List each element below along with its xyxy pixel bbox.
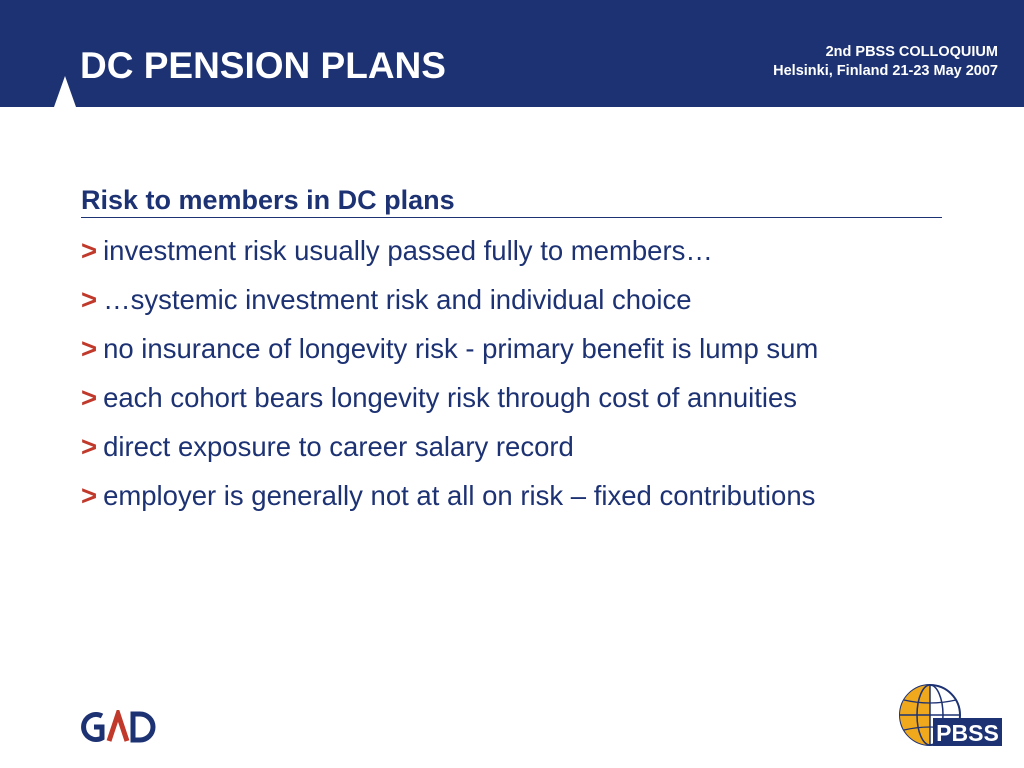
section-heading: Risk to members in DC plans — [81, 183, 942, 218]
svg-text:PBSS: PBSS — [936, 720, 999, 746]
header-notch — [54, 76, 76, 107]
bullet-text: no insurance of longevity risk - primary benefit is lump sum — [103, 333, 819, 364]
globe-icon — [896, 678, 1006, 748]
bullet-item — [81, 331, 818, 380]
bullet-text: each cohort bears longevity risk through cost of annuities — [103, 382, 798, 413]
bullet-marker: > — [81, 235, 98, 266]
bullet-item — [81, 429, 818, 478]
bullet-item — [81, 478, 818, 527]
bullet-text: investment risk usually passed fully to members… — [103, 235, 713, 266]
bullet-list — [81, 233, 818, 527]
bullet-marker: > — [81, 431, 98, 462]
bullet-marker: > — [81, 480, 98, 511]
bullet-item — [81, 380, 818, 429]
event-location-date: Helsinki, Finland 21-23 May 2007 — [773, 63, 998, 79]
bullet-text: direct exposure to career salary record — [103, 431, 574, 462]
bullet-marker: > — [81, 382, 98, 413]
bullet-text: …systemic investment risk and individual choice — [103, 284, 692, 315]
bullet-text: employer is generally not at all on risk – fixed contributions — [103, 480, 816, 511]
bullet-item — [81, 233, 818, 282]
bullet-marker: > — [81, 333, 98, 364]
pbss-logo — [896, 678, 1006, 748]
header-bar — [0, 0, 1024, 107]
slide-title: DC PENSION PLANS — [80, 45, 446, 86]
bullet-item — [81, 282, 818, 331]
event-name: 2nd PBSS COLLOQUIUM — [825, 44, 998, 60]
bullet-marker: > — [81, 284, 98, 315]
gad-logo — [80, 710, 156, 744]
event-info — [773, 43, 998, 81]
